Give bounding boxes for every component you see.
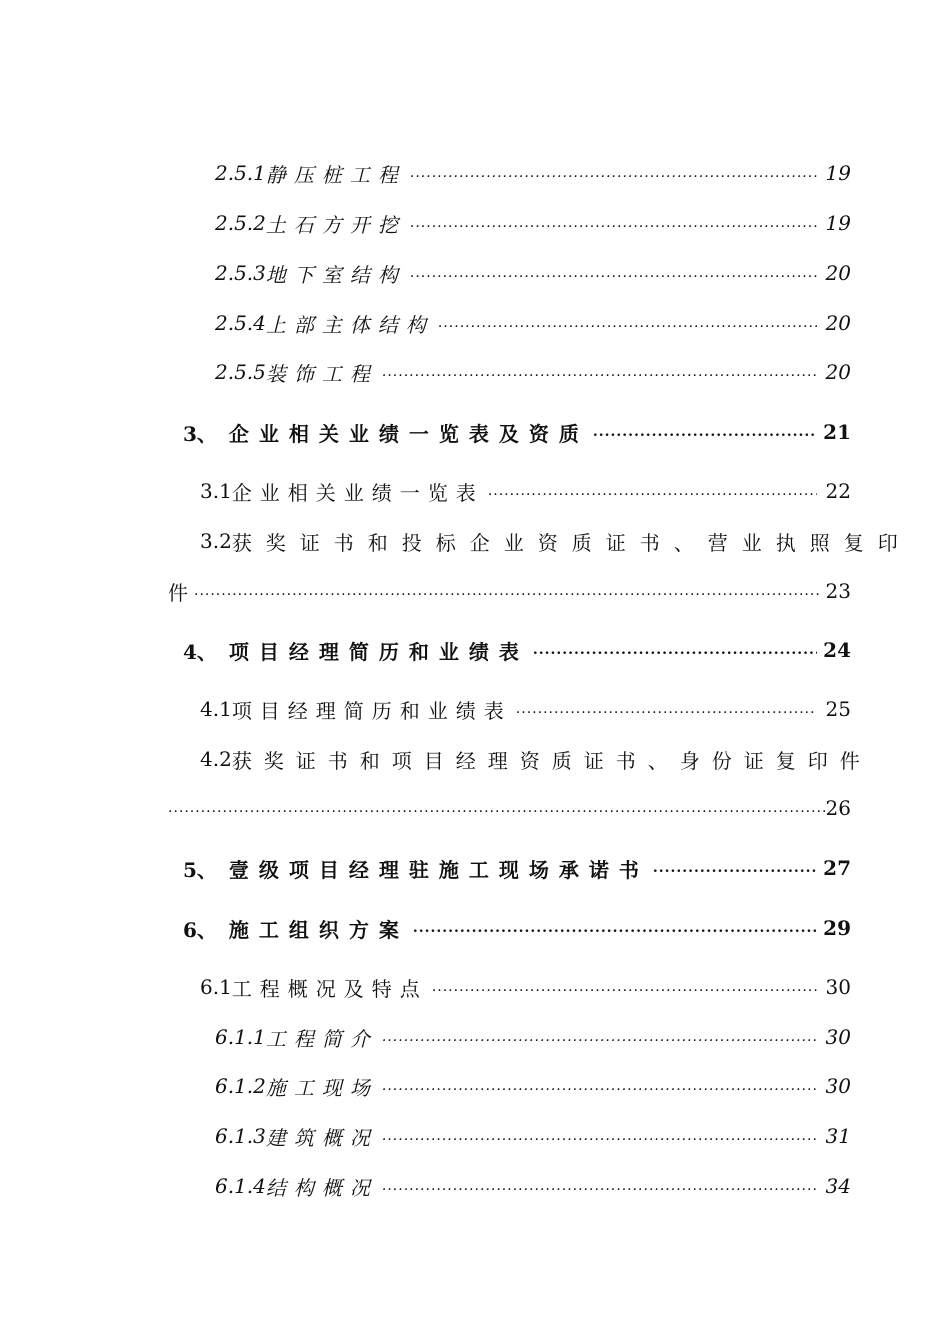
toc-entry-page: 25 [825,697,851,721]
toc-entry-number: 2.5.5 [215,360,266,384]
toc-entry-title: 工程简介 [265,1026,378,1051]
dot-leader [382,1121,817,1151]
toc-entry-title: 企业相关业绩一览表及资质 [228,421,589,446]
toc-entry[interactable] [200,476,851,506]
toc-entry[interactable] [183,635,851,665]
toc-entry-number: 4.1 [200,697,232,721]
toc-entry-number: 6.1.1 [215,1025,266,1049]
dot-leader [413,913,817,943]
toc-entry-title: 项目经理简历和业绩表 [231,698,512,723]
dot-leader [382,1171,817,1201]
toc-entry-number: 4.2 [200,747,232,771]
toc-entry-continuation[interactable] [168,793,851,823]
toc-entry[interactable] [215,1171,851,1201]
toc-entry-number: 6.1 [200,975,232,999]
dot-leader [488,476,817,506]
dot-leader [168,793,826,823]
toc-entry-page: 31 [825,1124,851,1148]
toc-entry-page: 22 [825,479,851,503]
toc-entry[interactable] [215,1121,851,1151]
toc-entry-page: 26 [825,796,851,820]
toc-entry[interactable] [215,158,851,188]
toc-entry-page: 20 [825,360,851,384]
toc-entry[interactable] [183,417,851,447]
toc-entry-page: 30 [825,975,851,999]
toc-entry-number: 3、 [183,421,217,446]
toc-entry-number: 6.1.3 [215,1124,266,1148]
toc-entry[interactable] [215,258,851,288]
toc-entry-title: 施工现场 [265,1075,378,1100]
toc-entry-title: 企业相关业绩一览表 [231,480,484,505]
toc-entry[interactable] [200,972,851,1002]
dot-leader [516,694,817,724]
toc-entry-page: 19 [825,211,851,235]
toc-entry[interactable] [183,853,851,883]
toc-entry[interactable] [200,526,912,556]
toc-entry-title: 装饰工程 [265,361,378,386]
toc-entry[interactable] [215,1071,851,1101]
toc-entry-number: 3.1 [200,479,232,503]
toc-entry-title: 壹级项目经理驻施工现场承诺书 [228,857,649,882]
toc-entry-page: 19 [825,161,851,185]
dot-leader [410,258,817,288]
toc-entry-number: 2.5.1 [215,161,266,185]
dot-leader [382,1022,817,1052]
toc-entry[interactable] [215,208,851,238]
toc-entry-title: 获奖证书和项目经理资质证书、身份证复印件 [231,748,872,773]
toc-entry-title: 结构概况 [265,1175,378,1200]
toc-entry-title-continuation: 件 [168,580,188,605]
toc-entry-number: 2.5.3 [215,261,266,285]
toc-entry-page: 34 [825,1174,851,1198]
dot-leader [382,1071,817,1101]
dot-leader [382,357,817,387]
toc-entry[interactable] [215,1022,851,1052]
dot-leader [593,417,817,447]
toc-entry-number: 3.2 [200,529,232,553]
toc-entry-title: 工程概况及特点 [231,976,428,1001]
toc-entry[interactable] [215,357,851,387]
dot-leader [410,158,817,188]
toc-entry-number: 4、 [183,639,217,664]
dot-leader [410,208,817,238]
dot-leader [438,308,817,338]
toc-entry-number: 2.5.2 [215,211,266,235]
toc-entry-title: 项目经理简历和业绩表 [228,639,529,664]
toc-entry[interactable] [215,308,851,338]
toc-entry-title: 获奖证书和投标企业资质证书、营业执照复印 [231,530,912,555]
toc-entry-number: 2.5.4 [215,311,266,335]
toc-entry-title: 建筑概况 [265,1125,378,1150]
toc-entry-continuation[interactable] [168,576,851,606]
toc-entry-title: 施工组织方案 [228,917,409,942]
toc-entry-number: 6.1.4 [215,1174,266,1198]
toc-entry[interactable] [200,744,872,774]
toc-entry[interactable] [183,913,851,943]
toc-entry-title: 上部主体结构 [265,312,434,337]
toc-entry-page: 20 [825,261,851,285]
toc-entry-page: 24 [823,638,851,662]
toc-entry-page: 30 [825,1074,851,1098]
toc-entry-page: 30 [825,1025,851,1049]
toc-entry-page: 20 [825,311,851,335]
toc-entry-number: 6.1.2 [215,1074,266,1098]
toc-entry-page: 27 [823,856,851,880]
toc-entry-number: 5、 [183,857,217,882]
dot-leader [432,972,817,1002]
toc-entry-title: 地下室结构 [265,262,406,287]
toc-entry-number: 6、 [183,917,217,942]
dot-leader [194,576,820,606]
dot-leader [533,635,817,665]
toc-entry[interactable] [200,694,851,724]
toc-entry-title: 土石方开挖 [265,212,406,237]
toc-entry-title: 静压桩工程 [265,162,406,187]
dot-leader [653,853,817,883]
toc-entry-page: 23 [825,579,851,603]
toc-entry-page: 21 [823,420,851,444]
toc-entry-page: 29 [823,916,851,940]
